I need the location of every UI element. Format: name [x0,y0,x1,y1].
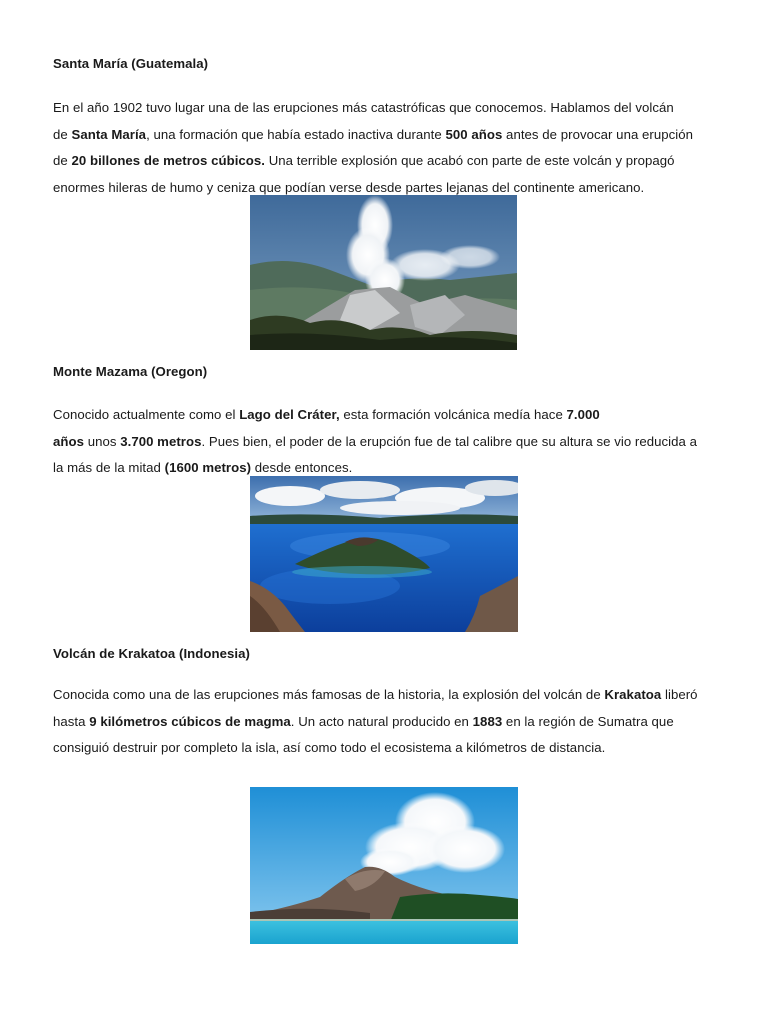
text-run: de [53,153,72,168]
text-run: En el año 1902 tuvo lugar una de las erupciones más catastróficas que conocemos. Hablamos del volcán [53,100,674,115]
text-run: Conocido actualmente como el [53,407,240,422]
text-run: liberó [661,687,698,702]
text-run: hasta [53,713,90,729]
section-paragraph-monte-mazama [53,402,721,482]
paragraph-line [53,709,721,736]
bold-text: 500 años [445,126,503,142]
bold-text: (1600 metros) [164,460,252,475]
bold-text: Lago del Cráter, [239,407,340,422]
section-paragraph-santa-maria [53,95,721,201]
text-run: en la región de Sumatra que [502,713,674,729]
bold-text: 9 kilómetros cúbicos de magma [89,713,291,729]
bold-text: 3.700 metros [120,433,202,449]
paragraph-line [53,122,721,149]
paragraph-line [53,402,721,429]
section-paragraph-krakatoa [53,682,721,762]
bold-text: 1883 [472,713,503,729]
text-run: desde entonces. [251,460,353,475]
bold-text: 7.000 [566,407,600,422]
text-run: enormes hileras de humo y ceniza que podían verse desde partes lejanas del continente americano. [53,179,645,195]
santa-maria-eruption-photo [250,195,517,350]
crater-lake-photo [250,476,518,632]
text-run: , una formación que había estado inactiva durante [146,126,446,142]
text-run: . Un acto natural producido en [290,713,473,729]
text-run: esta formación volcánica medía hace [339,407,567,422]
paragraph-line [53,95,721,122]
paragraph-line [53,682,721,709]
krakatoa-island-photo [250,787,518,944]
text-run: Conocida como una de las erupciones más famosas de la historia, la explosión del volcán de [53,687,605,702]
text-run: de [53,126,72,142]
text-run: unos [83,433,121,449]
section-title-krakatoa: Volcán de Krakatoa (Indonesia) [53,646,250,661]
text-run: Una terrible explosión que acabó con parte de este volcán y propagó [265,153,675,168]
paragraph-line [53,735,721,762]
bold-text: años [53,433,84,449]
paragraph-line [53,429,721,456]
section-title-santa-maria: Santa María (Guatemala) [53,56,209,71]
text-run: . Pues bien, el poder de la erupción fue de tal calibre que su altura se vio reducida a [201,433,698,449]
bold-text: Santa María [71,126,147,142]
bold-text: 20 billones de metros cúbicos. [71,153,265,168]
paragraph-line [53,148,721,175]
bold-text: Krakatoa [604,687,662,702]
section-title-monte-mazama: Monte Mazama (Oregon) [53,364,208,379]
text-run: antes de provocar una erupción [502,126,694,142]
text-run: consiguió destruir por completo la isla, así como todo el ecosistema a kilómetros de distancia. [53,740,606,755]
document-page [53,0,723,1024]
text-run: la más de la mitad [53,460,165,475]
